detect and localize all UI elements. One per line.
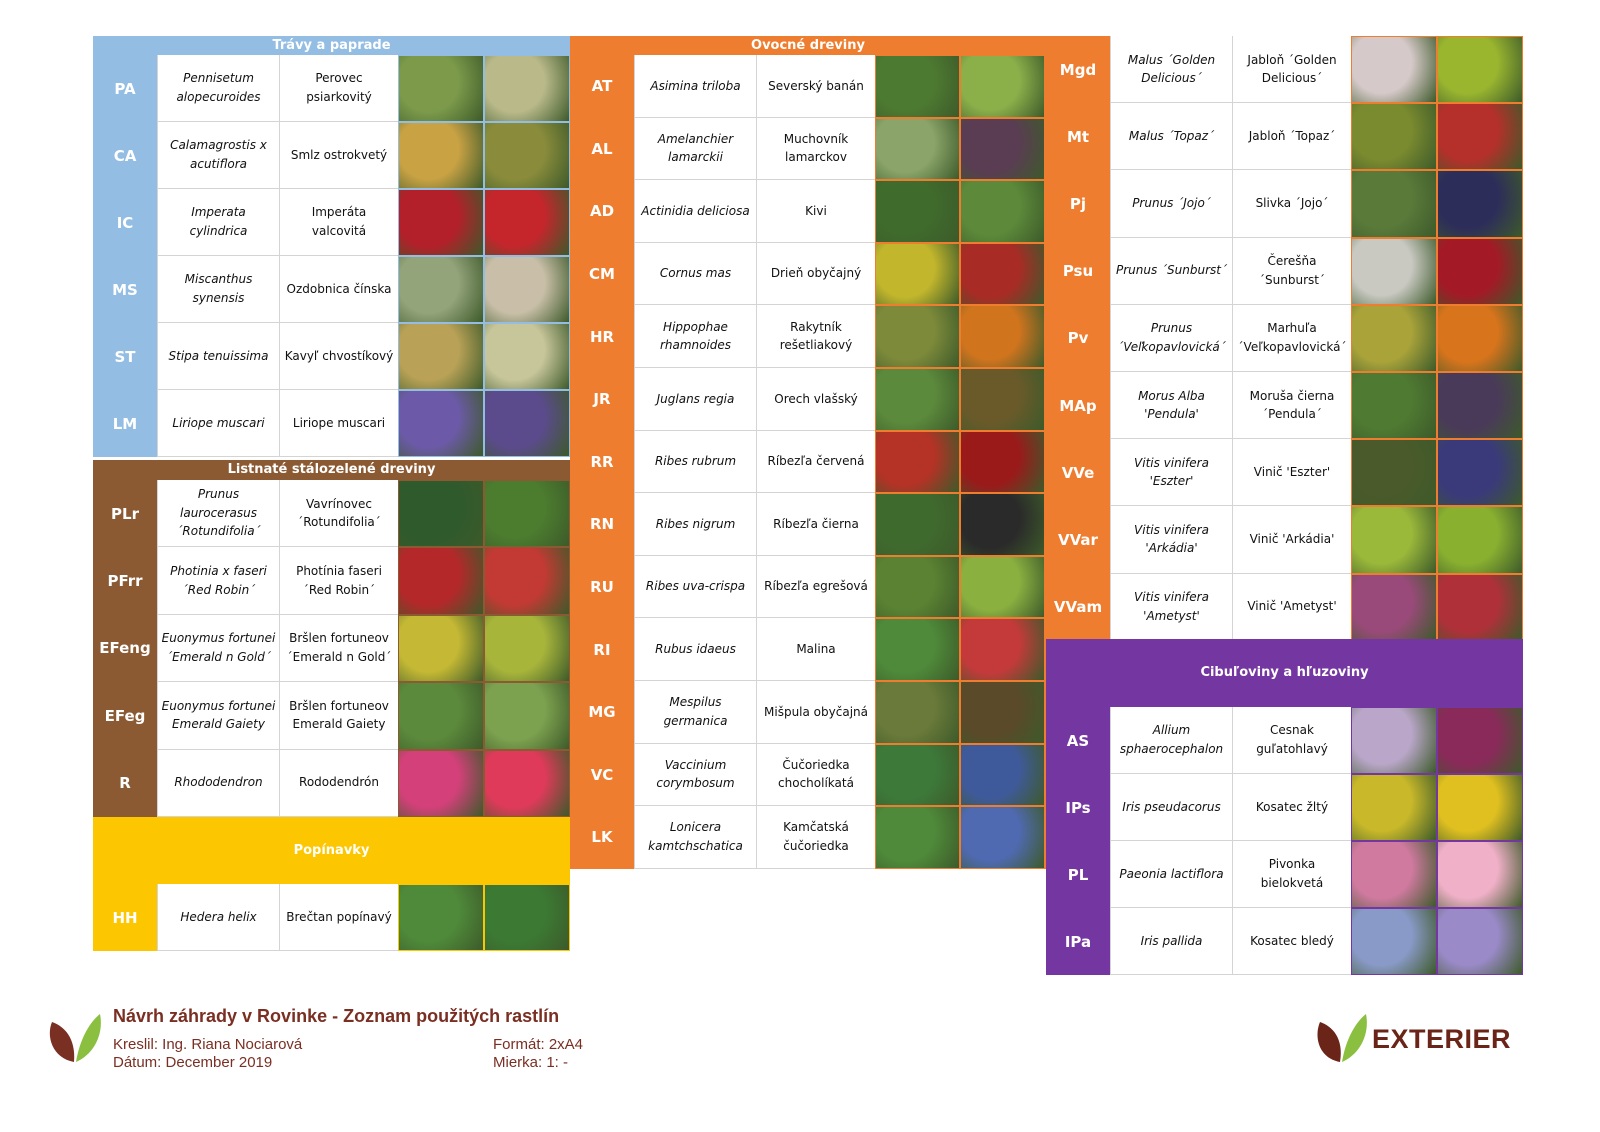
plant-photo bbox=[876, 244, 959, 305]
plant-photo bbox=[876, 369, 959, 430]
latin-name: Paeonia lactiflora bbox=[1110, 841, 1232, 908]
plant-code: Pj bbox=[1069, 194, 1087, 213]
plant-row bbox=[570, 118, 1046, 181]
plant-row bbox=[1046, 841, 1523, 908]
section-title: Trávy a paprade bbox=[272, 38, 391, 53]
plant-row bbox=[570, 681, 1046, 744]
plant-photo bbox=[961, 682, 1044, 743]
plant-row bbox=[570, 305, 1046, 368]
latin-name: Morus Alba 'Pendula' bbox=[1110, 372, 1232, 439]
plant-code: VVar bbox=[1058, 530, 1098, 549]
local-name: Kamčatská čučoriedka bbox=[756, 806, 875, 869]
plant-code: HH bbox=[112, 908, 138, 927]
plant-photo bbox=[1352, 306, 1436, 371]
plant-photo bbox=[399, 616, 483, 681]
latin-name: Ribes nigrum bbox=[634, 493, 756, 556]
plant-row bbox=[1046, 707, 1523, 774]
latin-name: Photinia x faseri ´Red Robin´ bbox=[157, 547, 279, 614]
plant-row bbox=[1046, 506, 1523, 573]
plant-photo bbox=[1438, 239, 1522, 304]
latin-name: Vitis vinifera 'Arkádia' bbox=[1110, 506, 1232, 573]
plant-photo bbox=[399, 548, 483, 613]
section-popinavky bbox=[93, 817, 570, 951]
plant-photo bbox=[1352, 909, 1436, 974]
plant-photo bbox=[485, 885, 569, 950]
plant-photo bbox=[1438, 373, 1522, 438]
plant-row bbox=[1046, 305, 1523, 372]
plant-code: AS bbox=[1066, 731, 1090, 750]
plant-code: RR bbox=[590, 452, 614, 471]
plant-code: CM bbox=[589, 265, 615, 284]
plant-row bbox=[1046, 170, 1523, 237]
plant-photo bbox=[485, 324, 569, 389]
section-cibuloviny bbox=[1046, 639, 1523, 975]
section-title: Listnaté stálozelené dreviny bbox=[227, 462, 436, 477]
latin-name: Liriope muscari bbox=[157, 390, 279, 457]
latin-name: Prunus laurocerasus ´Rotundifolia´ bbox=[157, 480, 279, 547]
latin-name: Iris pseudacorus bbox=[1110, 774, 1232, 841]
local-name: Kivi bbox=[756, 180, 875, 243]
plant-photo bbox=[1352, 575, 1436, 640]
plant-code: MAp bbox=[1059, 396, 1097, 415]
plant-code: IPa bbox=[1064, 932, 1092, 951]
plant-code: Pv bbox=[1067, 329, 1089, 348]
plant-code: Mt bbox=[1066, 127, 1090, 146]
section-ovocne bbox=[570, 36, 1046, 869]
plant-row bbox=[1046, 774, 1523, 841]
plant-photo bbox=[1438, 708, 1522, 773]
plant-photo bbox=[961, 244, 1044, 305]
plant-code: LM bbox=[112, 414, 138, 433]
plant-photo bbox=[1438, 440, 1522, 505]
local-name: Vavrínovec ´Rotundifolia´ bbox=[279, 480, 398, 547]
local-name: Smlz ostrokvetý bbox=[279, 122, 398, 189]
plant-row bbox=[1046, 372, 1523, 439]
plant-photo bbox=[876, 181, 959, 242]
plant-row bbox=[93, 682, 570, 749]
plant-code: LK bbox=[591, 828, 613, 847]
plant-photo bbox=[876, 807, 959, 868]
section-title: Cibuľoviny a hľuzoviny bbox=[1200, 665, 1369, 680]
plant-photo bbox=[399, 481, 483, 546]
plant-code: EFeg bbox=[104, 706, 146, 725]
plant-photo bbox=[1352, 373, 1436, 438]
plant-code: PFrr bbox=[107, 572, 143, 591]
plant-row bbox=[570, 431, 1046, 494]
local-name: Vinič 'Arkádia' bbox=[1232, 506, 1351, 573]
latin-name: Euonymus fortunei Emerald Gaiety bbox=[157, 682, 279, 749]
plant-photo bbox=[485, 616, 569, 681]
plant-photo bbox=[961, 619, 1044, 680]
plant-photo bbox=[961, 119, 1044, 180]
local-name: Bršlen fortuneov ´Emerald n Gold´ bbox=[279, 615, 398, 682]
latin-name: Euonymus fortunei ´Emerald n Gold´ bbox=[157, 615, 279, 682]
local-name: Drieň obyčajný bbox=[756, 243, 875, 306]
plant-photo bbox=[876, 557, 959, 618]
latin-name: Rhododendron bbox=[157, 750, 279, 817]
plant-row bbox=[1046, 103, 1523, 170]
latin-name: Cornus mas bbox=[634, 243, 756, 306]
plant-photo bbox=[1438, 842, 1522, 907]
plant-row bbox=[570, 556, 1046, 619]
plant-code: MS bbox=[112, 280, 138, 299]
latin-name: Prunus ´Veľkopavlovická´ bbox=[1110, 305, 1232, 372]
latin-name: Hippophae rhamnoides bbox=[634, 305, 756, 368]
plant-code: RI bbox=[593, 640, 611, 659]
plant-photo bbox=[876, 432, 959, 493]
plant-row bbox=[570, 180, 1046, 243]
latin-name: Calamagrostis x acutiflora bbox=[157, 122, 279, 189]
plant-photo bbox=[1438, 507, 1522, 572]
leaf-logo-icon bbox=[46, 1008, 104, 1064]
latin-name: Mespilus germanica bbox=[634, 681, 756, 744]
plant-code: EFeng bbox=[99, 639, 151, 658]
latin-name: Iris pallida bbox=[1110, 908, 1232, 975]
plant-code: Mgd bbox=[1059, 60, 1097, 79]
latin-name: Lonicera kamtchschatica bbox=[634, 806, 756, 869]
plant-photo bbox=[485, 190, 569, 255]
brand-name: EXTERIER bbox=[1372, 1024, 1512, 1054]
latin-name: Imperata cylindrica bbox=[157, 189, 279, 256]
plant-code: PL bbox=[1067, 865, 1089, 884]
latin-name: Pennisetum alopecuroides bbox=[157, 55, 279, 122]
plant-row bbox=[93, 189, 570, 256]
latin-name: Malus ´Topaz´ bbox=[1110, 103, 1232, 170]
plant-photo bbox=[876, 306, 959, 367]
plant-row bbox=[93, 750, 570, 817]
plant-photo bbox=[1352, 440, 1436, 505]
plant-code: AD bbox=[589, 202, 615, 221]
plant-code: CA bbox=[113, 146, 137, 165]
plant-photo bbox=[485, 123, 569, 188]
plant-row bbox=[570, 493, 1046, 556]
plant-photo bbox=[399, 683, 483, 748]
plant-row bbox=[1046, 908, 1523, 975]
local-name: Ozdobnica čínska bbox=[279, 256, 398, 323]
local-name: Ríbezľa červená bbox=[756, 431, 875, 494]
latin-name: Vitis vinifera 'Ametyst' bbox=[1110, 574, 1232, 641]
local-name: Photínia faseri ´Red Robin´ bbox=[279, 547, 398, 614]
plant-row bbox=[570, 368, 1046, 431]
plant-code: VC bbox=[590, 765, 614, 784]
plant-code: AL bbox=[591, 139, 613, 158]
format-label: Formát: 2xA4 bbox=[493, 1036, 584, 1053]
plant-code: JR bbox=[593, 390, 611, 409]
plant-photo bbox=[485, 481, 569, 546]
latin-name: Ribes uva-crispa bbox=[634, 556, 756, 619]
local-name: Kavyľ chvostíkový bbox=[279, 323, 398, 390]
plant-row bbox=[93, 884, 570, 951]
plant-photo bbox=[1438, 104, 1522, 169]
plant-photo bbox=[1352, 842, 1436, 907]
local-name: Rakytník rešetliakový bbox=[756, 305, 875, 368]
plant-row bbox=[93, 390, 570, 457]
plant-photo bbox=[1352, 507, 1436, 572]
latin-name: Malus ´Golden Delicious´ bbox=[1110, 36, 1232, 103]
plant-photo bbox=[961, 557, 1044, 618]
plant-photo bbox=[961, 745, 1044, 806]
latin-name: Vitis vinifera 'Eszter' bbox=[1110, 439, 1232, 506]
plant-photo bbox=[399, 885, 483, 950]
plant-row bbox=[570, 806, 1046, 869]
plant-photo bbox=[399, 190, 483, 255]
local-name: Cesnak guľatohlavý bbox=[1232, 707, 1351, 774]
author-label: Kreslil: Ing. Riana Nociarová bbox=[113, 1036, 303, 1053]
plant-code: IPs bbox=[1065, 798, 1091, 817]
plant-code: VVam bbox=[1053, 598, 1103, 617]
plant-code: RN bbox=[589, 515, 615, 534]
local-name: Malina bbox=[756, 618, 875, 681]
plant-photo bbox=[485, 257, 569, 322]
plant-photo bbox=[876, 745, 959, 806]
section-ovocne2 bbox=[1046, 36, 1523, 641]
plant-photo bbox=[1438, 306, 1522, 371]
plant-code: RU bbox=[590, 578, 614, 597]
local-name: Slivka ´Jojo´ bbox=[1232, 170, 1351, 237]
plant-code: PLr bbox=[111, 504, 139, 523]
plant-photo bbox=[961, 181, 1044, 242]
plant-row bbox=[93, 547, 570, 614]
local-name: Moruša čierna ´Pendula´ bbox=[1232, 372, 1351, 439]
plant-photo bbox=[399, 324, 483, 389]
local-name: Perovec psiarkovitý bbox=[279, 55, 398, 122]
local-name: Pivonka bielokvetá bbox=[1232, 841, 1351, 908]
plant-photo bbox=[485, 391, 569, 456]
section-travy bbox=[93, 36, 570, 457]
plant-photo bbox=[961, 494, 1044, 555]
latin-name: Vaccinium corymbosum bbox=[634, 744, 756, 807]
plant-photo bbox=[399, 123, 483, 188]
plant-photo bbox=[399, 391, 483, 456]
local-name: Orech vlašský bbox=[756, 368, 875, 431]
plant-photo bbox=[876, 494, 959, 555]
local-name: Rododendrón bbox=[279, 750, 398, 817]
plant-photo bbox=[876, 682, 959, 743]
latin-name: Juglans regia bbox=[634, 368, 756, 431]
plant-photo bbox=[961, 369, 1044, 430]
plant-code: AT bbox=[591, 77, 613, 96]
plant-row bbox=[570, 243, 1046, 306]
section-listnate bbox=[93, 460, 570, 817]
plant-photo bbox=[1438, 575, 1522, 640]
plant-row bbox=[1046, 439, 1523, 506]
latin-name: Ribes rubrum bbox=[634, 431, 756, 494]
latin-name: Amelanchier lamarckii bbox=[634, 118, 756, 181]
plant-photo bbox=[1352, 37, 1436, 102]
plant-photo bbox=[876, 619, 959, 680]
latin-name: Stipa tenuissima bbox=[157, 323, 279, 390]
local-name: Vinič 'Ametyst' bbox=[1232, 574, 1351, 641]
latin-name: Hedera helix bbox=[157, 884, 279, 951]
local-name: Vinič 'Eszter' bbox=[1232, 439, 1351, 506]
plant-photo bbox=[1352, 171, 1436, 236]
plant-photo bbox=[1438, 775, 1522, 840]
plant-row bbox=[570, 55, 1046, 118]
plant-photo bbox=[485, 683, 569, 748]
plant-photo bbox=[399, 56, 483, 121]
date-label: Dátum: December 2019 bbox=[113, 1054, 273, 1071]
plant-code: ST bbox=[114, 347, 136, 366]
plant-row bbox=[93, 256, 570, 323]
plant-row bbox=[570, 618, 1046, 681]
local-name: Brečtan popínavý bbox=[279, 884, 398, 951]
plant-photo bbox=[1438, 171, 1522, 236]
plant-row bbox=[1046, 238, 1523, 305]
plant-photo bbox=[961, 432, 1044, 493]
plant-photo bbox=[1438, 37, 1522, 102]
local-name: Čerešňa ´Sunburst´ bbox=[1232, 238, 1351, 305]
brand-logo-icon bbox=[1314, 1010, 1370, 1064]
plant-photo bbox=[1352, 104, 1436, 169]
plant-code: VVe bbox=[1061, 463, 1095, 482]
local-name: Ríbezľa čierna bbox=[756, 493, 875, 556]
section-title: Popínavky bbox=[293, 843, 370, 858]
plant-code: PA bbox=[114, 79, 136, 98]
plant-photo bbox=[961, 807, 1044, 868]
latin-name: Rubus idaeus bbox=[634, 618, 756, 681]
plant-row bbox=[93, 323, 570, 390]
latin-name: Miscanthus synensis bbox=[157, 256, 279, 323]
local-name: Jabloň ´Topaz´ bbox=[1232, 103, 1351, 170]
plant-photo bbox=[876, 119, 959, 180]
plant-photo bbox=[399, 257, 483, 322]
local-name: Muchovník lamarckov bbox=[756, 118, 875, 181]
plant-photo bbox=[961, 56, 1044, 117]
plant-photo bbox=[485, 548, 569, 613]
section-title: Ovocné dreviny bbox=[751, 38, 865, 53]
plant-photo bbox=[399, 751, 483, 816]
plant-code: R bbox=[119, 774, 131, 793]
plant-row bbox=[93, 122, 570, 189]
plant-row bbox=[1046, 574, 1523, 641]
scale-label: Mierka: 1: - bbox=[493, 1054, 569, 1071]
plant-photo bbox=[485, 56, 569, 121]
local-name: Severský banán bbox=[756, 55, 875, 118]
plant-row bbox=[93, 480, 570, 547]
latin-name: Asimina triloba bbox=[634, 55, 756, 118]
plant-row bbox=[570, 744, 1046, 807]
latin-name: Prunus ´Sunburst´ bbox=[1110, 238, 1232, 305]
latin-name: Actinidia deliciosa bbox=[634, 180, 756, 243]
local-name: Marhuľa ´Veľkopavlovická´ bbox=[1232, 305, 1351, 372]
plant-row bbox=[93, 55, 570, 122]
plant-photo bbox=[876, 56, 959, 117]
plant-code: HR bbox=[589, 327, 615, 346]
plant-photo bbox=[1352, 775, 1436, 840]
latin-name: Prunus ´Jojo´ bbox=[1110, 170, 1232, 237]
local-name: Kosatec bledý bbox=[1232, 908, 1351, 975]
plant-photo bbox=[1352, 708, 1436, 773]
plant-photo bbox=[961, 306, 1044, 367]
plant-code: IC bbox=[116, 213, 134, 232]
local-name: Ríbezľa egrešová bbox=[756, 556, 875, 619]
local-name: Čučoriedka chocholíkatá bbox=[756, 744, 875, 807]
plant-code: MG bbox=[588, 703, 616, 722]
latin-name: Allium sphaerocephalon bbox=[1110, 707, 1232, 774]
plant-photo bbox=[1352, 239, 1436, 304]
plant-row bbox=[93, 615, 570, 682]
plant-row bbox=[1046, 36, 1523, 103]
local-name: Kosatec žltý bbox=[1232, 774, 1351, 841]
local-name: Mišpula obyčajná bbox=[756, 681, 875, 744]
plant-photo bbox=[1438, 909, 1522, 974]
local-name: Liriope muscari bbox=[279, 390, 398, 457]
plant-photo bbox=[485, 751, 569, 816]
document-title: Návrh záhrady v Rovinke - Zoznam použitých rastlín bbox=[113, 1006, 560, 1026]
local-name: Bršlen fortuneov Emerald Gaiety bbox=[279, 682, 398, 749]
local-name: Jabloň ´Golden Delicious´ bbox=[1232, 36, 1351, 103]
local-name: Imperáta valcovitá bbox=[279, 189, 398, 256]
plant-code: Psu bbox=[1062, 262, 1094, 281]
